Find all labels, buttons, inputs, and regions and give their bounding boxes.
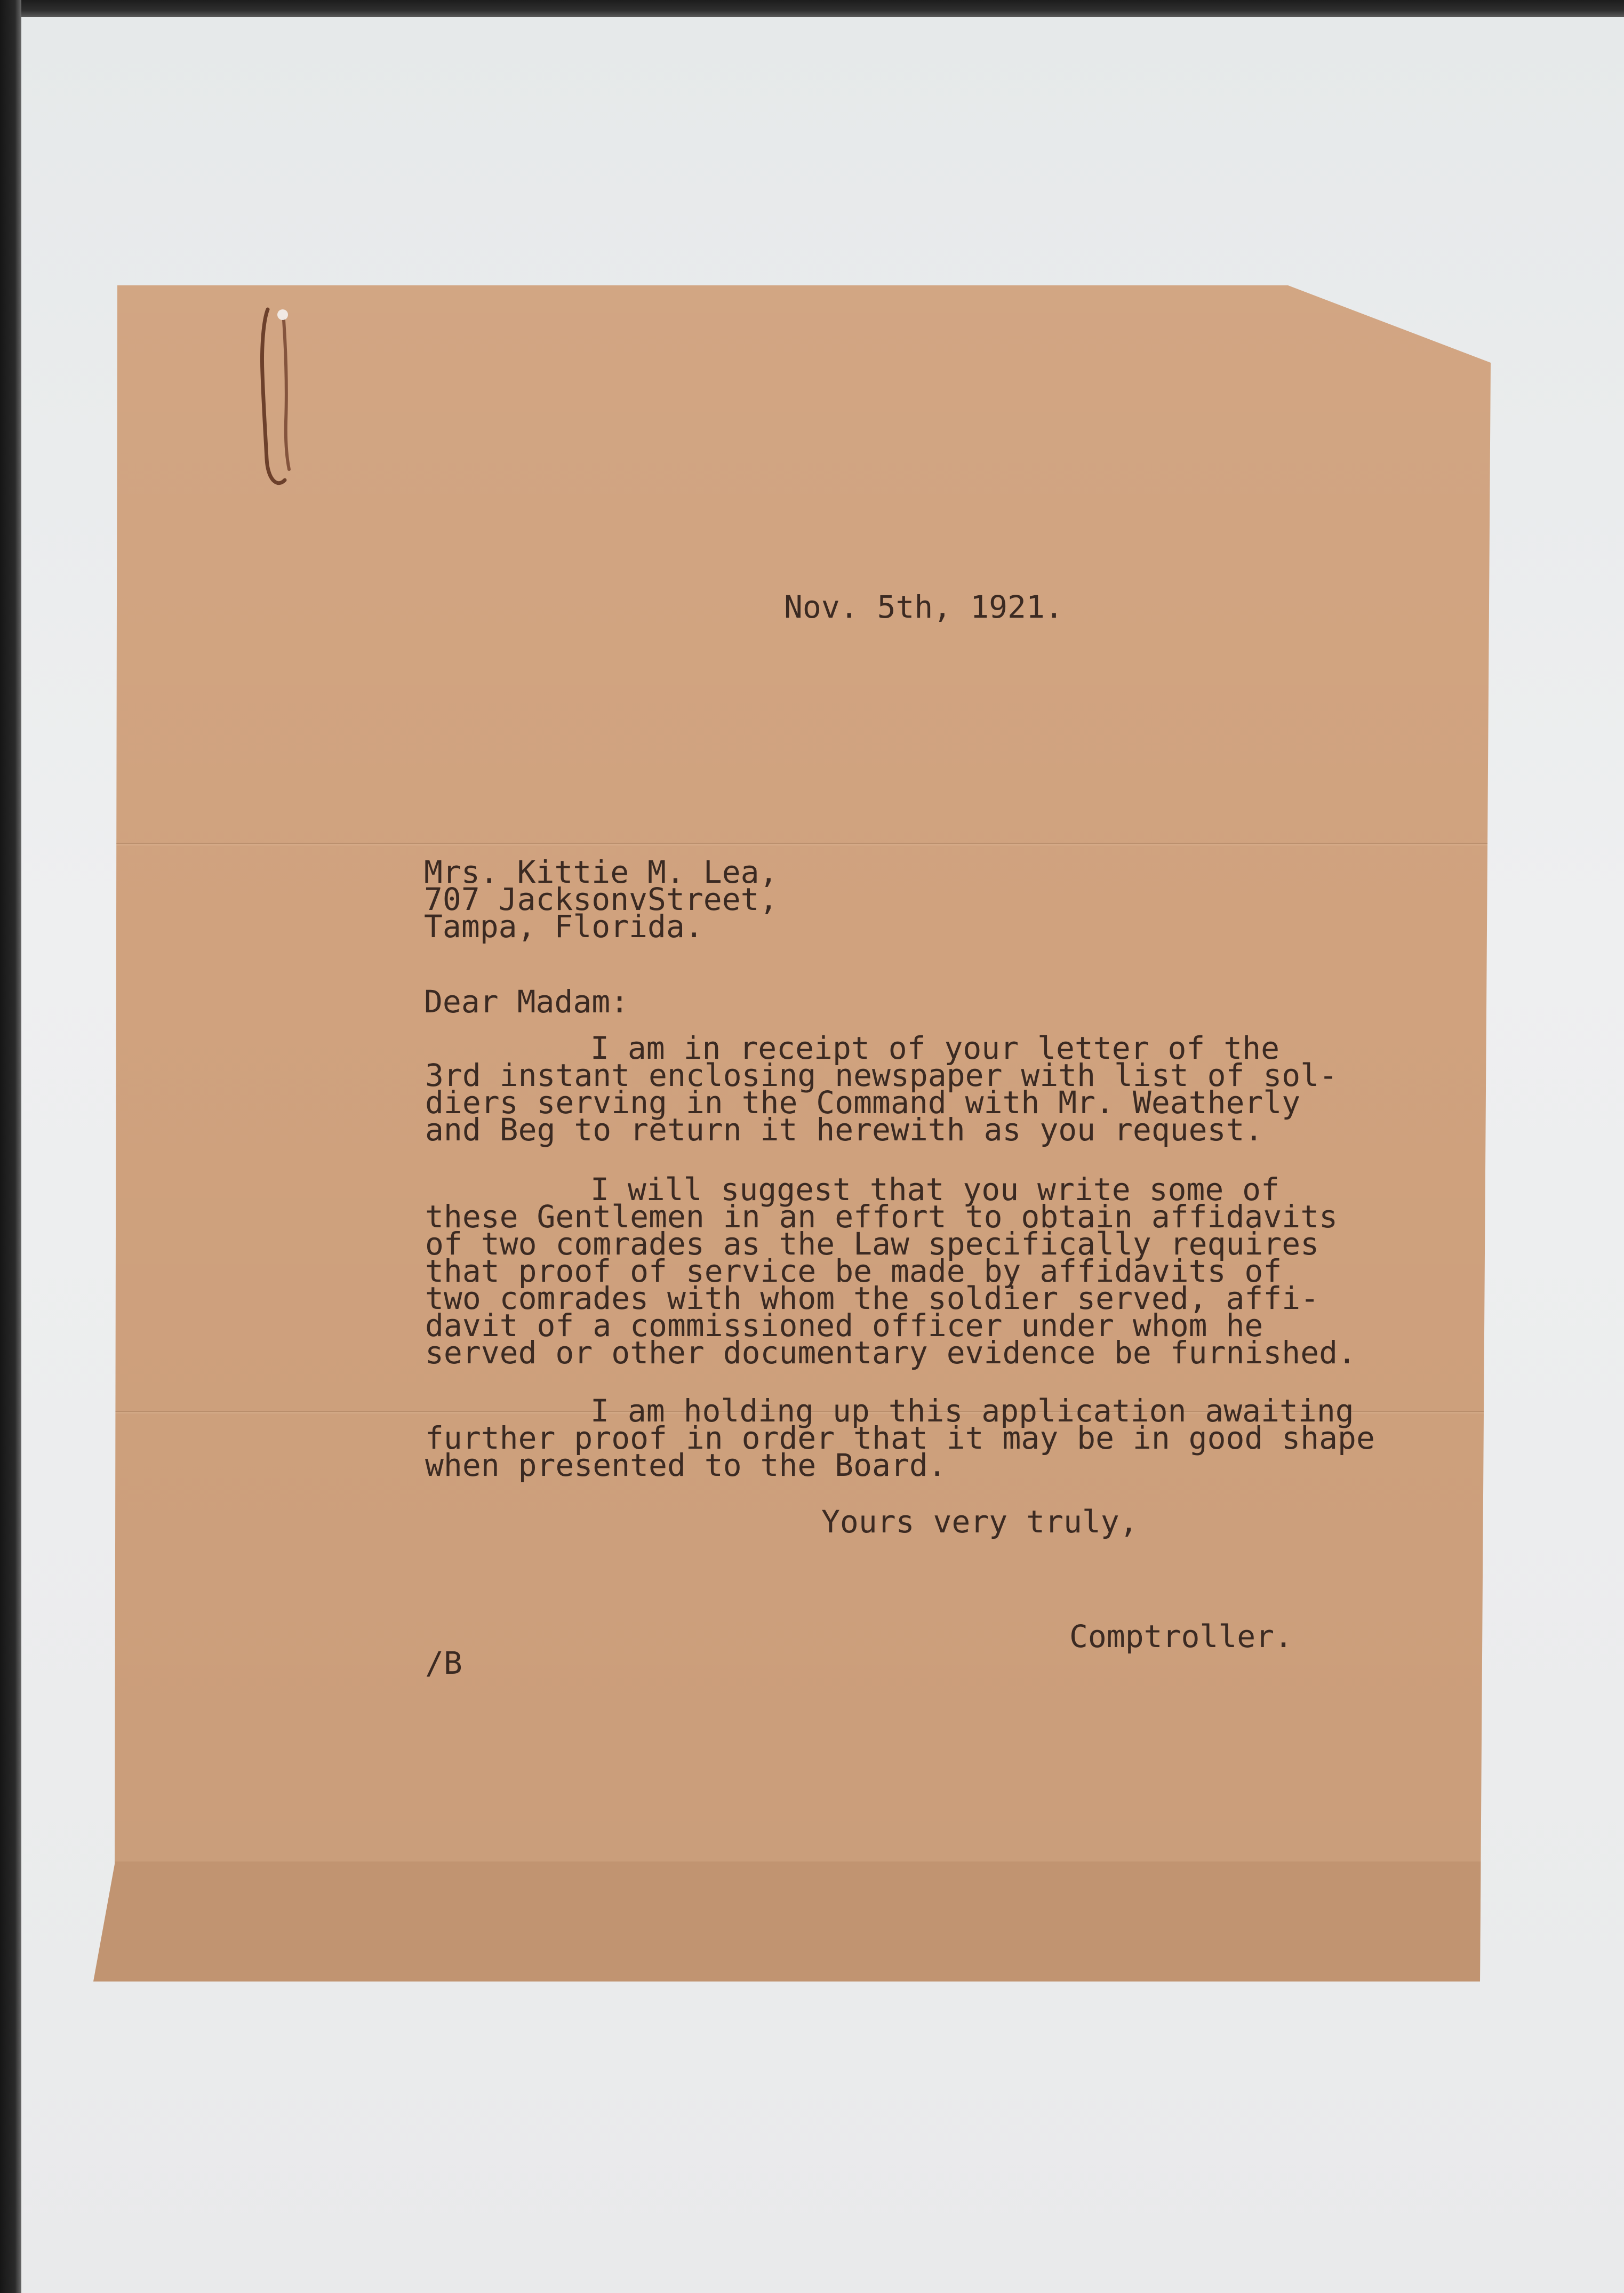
recipient-name: Mrs. Kittie M. Lea, [424, 854, 778, 890]
paragraph-line: further proof in order that it may be in good shape [425, 1420, 1375, 1456]
paragraph-3 [425, 1393, 1375, 1483]
paragraph-line: I am in receipt of your letter of the [590, 1030, 1280, 1066]
paragraph-line: diers serving in the Command with Mr. Weatherly [425, 1084, 1301, 1121]
paragraph-line: I will suggest that you write some of [590, 1171, 1280, 1208]
paragraph-line: davit of a commissioned officer under whom he [425, 1307, 1263, 1344]
recipient-city: Tampa, Florida. [424, 908, 703, 945]
paragraph-line: that proof of service be made by affidavits of [425, 1253, 1282, 1289]
paper-fold-line [93, 843, 1491, 844]
letter-date: Nov. 5th, 1921. [784, 589, 1063, 625]
scan-top-border [0, 0, 1624, 17]
paragraph-line: and Beg to return it herewith as you request. [425, 1112, 1263, 1148]
recipient-street: 707 JacksonvStreet, [424, 881, 778, 917]
typist-initials: /B [425, 1645, 462, 1681]
paragraph-1 [425, 1030, 1338, 1148]
paper-bottom-strip [93, 1861, 1491, 1982]
paragraph-line: 3rd instant enclosing newspaper with list of sol- [425, 1057, 1338, 1093]
paragraph-line: of two comrades as the Law specifically requires [425, 1226, 1319, 1262]
paragraph-2 [425, 1171, 1356, 1371]
paper-clip-rust-mark [252, 299, 294, 496]
recipient-address [424, 854, 778, 945]
paragraph-line: when presented to the Board. [425, 1447, 947, 1483]
signature-title: Comptroller. [1069, 1618, 1293, 1655]
scan-left-border [0, 0, 21, 2293]
complimentary-closing: Yours very truly, [821, 1504, 1138, 1540]
paragraph-line: served or other documentary evidence be furnished. [425, 1335, 1356, 1371]
paragraph-line: these Gentlemen in an effort to obtain affidavits [425, 1199, 1338, 1235]
paragraph-line: I am holding up this application awaiting [590, 1393, 1354, 1429]
salutation: Dear Madam: [424, 984, 629, 1020]
paragraph-line: two comrades with whom the soldier served, affi- [425, 1280, 1319, 1316]
